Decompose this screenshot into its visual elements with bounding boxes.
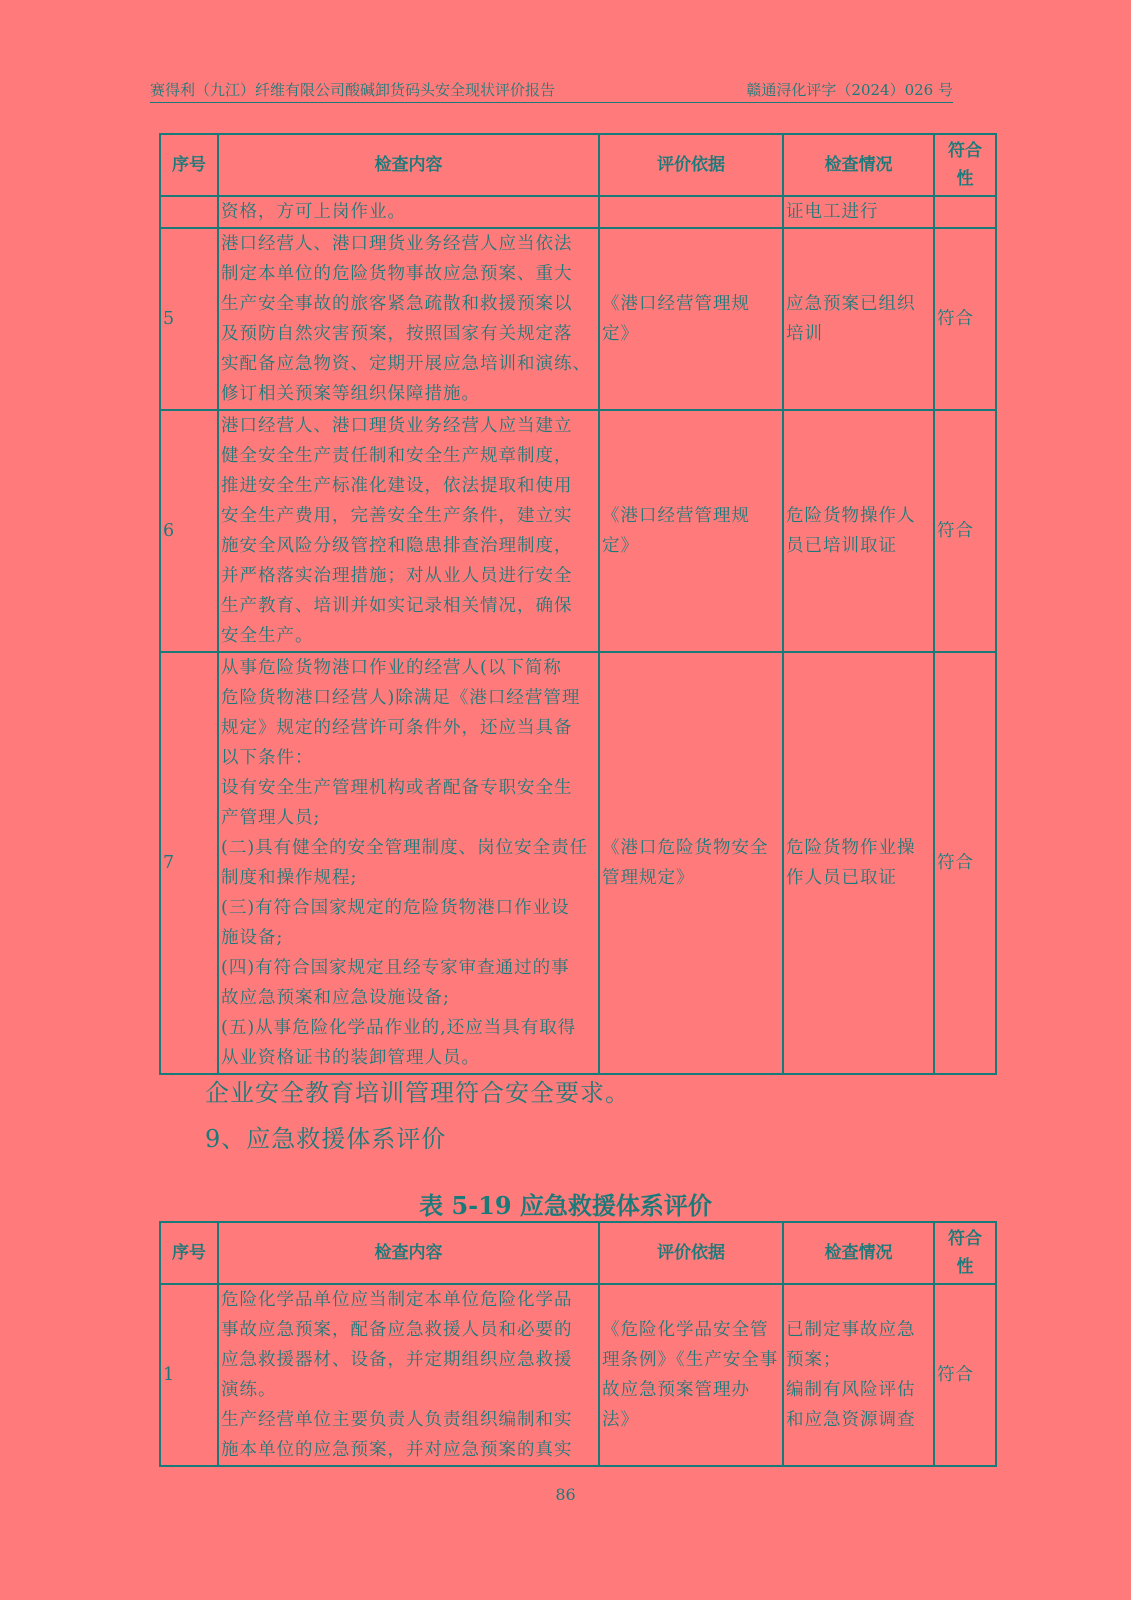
row-status: 已制定事故应急 预案； 编制有风险评估 和应急资源调查 <box>783 1284 934 1466</box>
col-header-content: 检查内容 <box>218 1222 599 1284</box>
row-result <box>934 196 996 228</box>
row-content: 港口经营人、港口理货业务经营人应当建立 健全安全生产责任制和安全生产规章制度， 推进安全生产标准化建设，依法提取和使用 安全生产费用，完善安全生产条件，建立实 施安全风险分级管控和隐患排查治理制度， 并严格落实治理措施；对从业人员进行安全 生产教育、培训并如实记录相关情况，确保 安全生产。 <box>218 410 599 652</box>
inspection-table-continued <box>159 133 997 1075</box>
col-header-no: 序号 <box>160 134 218 196</box>
row-no: 6 <box>160 410 218 652</box>
row-status: 应急预案已组织 培训 <box>783 228 934 410</box>
col-header-status: 检查情况 <box>783 134 934 196</box>
table-row <box>160 1284 996 1466</box>
row-basis: 《港口危险货物安全 管理规定》 <box>599 652 783 1074</box>
row-status: 危险货物操作人 员已培训取证 <box>783 410 934 652</box>
row-basis: 《危险化学品安全管 理条例》《生产安全事 故应急预案管理办 法》 <box>599 1284 783 1466</box>
emergency-rescue-table <box>159 1221 997 1467</box>
report-number: 赣通浔化评字（2024）026 号 <box>746 81 953 99</box>
table-row <box>160 196 996 228</box>
page-number: 86 <box>555 1485 576 1504</box>
table-header-row <box>160 1222 996 1284</box>
col-header-basis: 评价依据 <box>599 1222 783 1284</box>
section-heading: 9、应急救援体系评价 <box>205 1125 447 1153</box>
col-header-status: 检查情况 <box>783 1222 934 1284</box>
row-result: 符合 <box>934 652 996 1074</box>
row-content: 从事危险货物港口作业的经营人(以下简称 危险货物港口经营人)除满足《港口经营管理 规定》规定的经营许可条件外，还应当具备 以下条件： 设有安全生产管理机构或者配备专职安全生 产管理人员; (二)具有健全的安全管理制度、岗位安全责任 制度和操作规程; (三)有符合国家规定的危险货物港口作业设 施设备; (四)有符合国家规定且经专家审查通过的事 故应急预案和应急设施设备; (五)从事危险化学品作业的,还应当具有取得 从业资格证书的装卸管理人员。 <box>218 652 599 1074</box>
row-basis: 《港口经营管理规 定》 <box>599 410 783 652</box>
table-row <box>160 228 996 410</box>
table-row <box>160 652 996 1074</box>
row-basis: 《港口经营管理规 定》 <box>599 228 783 410</box>
col-header-compliance: 符合 性 <box>934 134 996 196</box>
row-no: 1 <box>160 1284 218 1466</box>
conclusion-paragraph: 企业安全教育培训管理符合安全要求。 <box>205 1079 630 1107</box>
row-result: 符合 <box>934 1284 996 1466</box>
row-content: 资格，方可上岗作业。 <box>218 196 599 228</box>
col-header-basis: 评价依据 <box>599 134 783 196</box>
report-title: 赛得利（九江）纤维有限公司酸碱卸货码头安全现状评价报告 <box>150 81 556 99</box>
table-header-row <box>160 134 996 196</box>
col-header-content: 检查内容 <box>218 134 599 196</box>
row-status: 危险货物作业操 作人员已取证 <box>783 652 934 1074</box>
col-header-no: 序号 <box>160 1222 218 1284</box>
page-header <box>150 80 953 103</box>
row-status: 证电工进行 <box>783 196 934 228</box>
row-result: 符合 <box>934 410 996 652</box>
row-basis <box>599 196 783 228</box>
row-content: 危险化学品单位应当制定本单位危险化学品 事故应急预案，配备应急救援人员和必要的 应急救援器材、设备，并定期组织应急救援 演练。 生产经营单位主要负责人负责组织编制和实 施本单位的应急预案，并对应急预案的真实 <box>218 1284 599 1466</box>
table-caption: 表 5-19 应急救援体系评价 <box>419 1191 712 1220</box>
table-row <box>160 410 996 652</box>
row-no <box>160 196 218 228</box>
row-result: 符合 <box>934 228 996 410</box>
row-content: 港口经营人、港口理货业务经营人应当依法 制定本单位的危险货物事故应急预案、重大 生产安全事故的旅客紧急疏散和救援预案以 及预防自然灾害预案，按照国家有关规定落 实配备应急物资、定期开展应急培训和演练、 修订相关预案等组织保障措施。 <box>218 228 599 410</box>
row-no: 5 <box>160 228 218 410</box>
row-no: 7 <box>160 652 218 1074</box>
col-header-compliance: 符合 性 <box>934 1222 996 1284</box>
